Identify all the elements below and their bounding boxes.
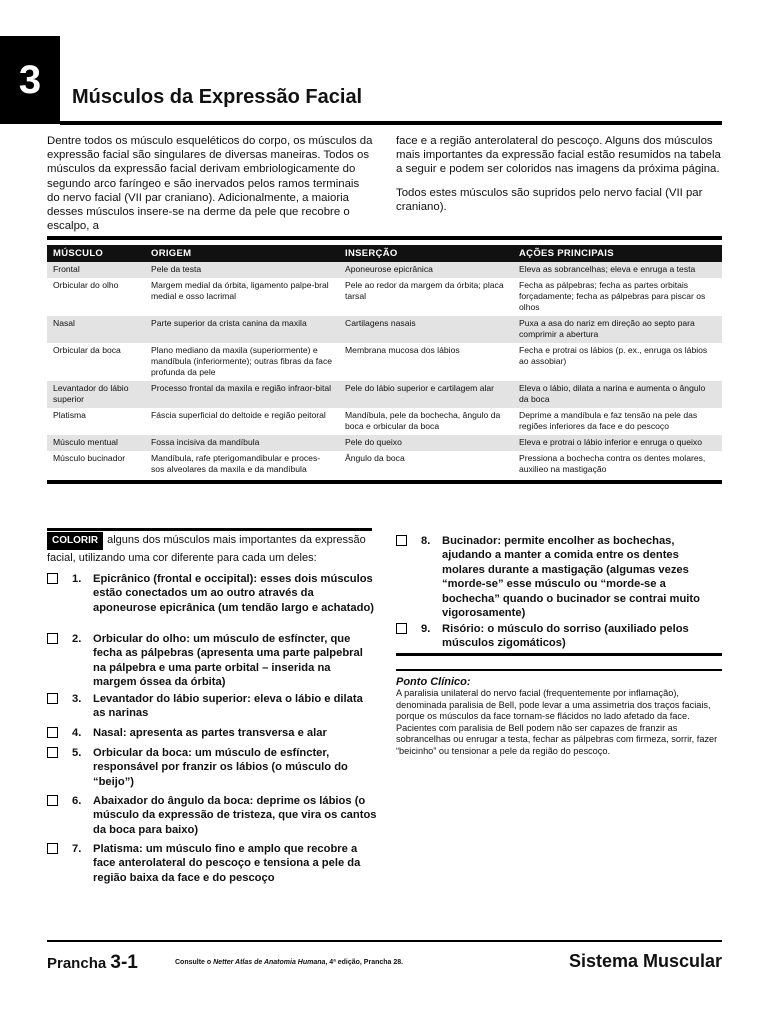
table-cell: Eleva e protrai o lábio inferior e enruga o queixo: [513, 435, 722, 451]
section-name: Sistema Muscular: [568, 951, 722, 971]
checkbox[interactable]: [396, 623, 407, 634]
checkbox[interactable]: [47, 795, 58, 806]
table-header-row: [47, 245, 722, 262]
page-title: Músculos da Expressão Facial: [72, 86, 363, 108]
table-cell: Fecha as pálpebras; fecha as partes orbitais forçadamente; fecha as pálpebras para piscar os olhos: [519, 280, 706, 312]
table-row: [47, 381, 722, 408]
plate-label-text: Prancha: [47, 955, 107, 972]
intro-column-2: [396, 134, 722, 223]
chapter-number: 3: [0, 36, 60, 124]
table-cell: Orbicular da boca: [53, 345, 121, 355]
item-text: Orbicular da boca: um músculo de esfíncter, responsável por franzir os lábios (o músculo do “beijo”): [93, 747, 348, 788]
table-cell: Plano mediano da maxila (superiormente) e mandíbula (inferiormente); outras fibras da face profunda da pele: [151, 345, 333, 377]
colorir-instructions: [47, 532, 377, 566]
item-number: 1.: [72, 573, 82, 585]
table-cell: Nasal: [47, 316, 145, 343]
table-cell: Platisma: [53, 410, 86, 420]
table-cell: Fossa incisiva da mandíbula: [145, 435, 339, 451]
item-text: Platisma: um músculo fino e amplo que recobre a face anterolateral do pescoço e tensiona a pele da região baixa da face e do pescoço: [93, 843, 361, 884]
table-cell: Orbicular do olho: [53, 280, 119, 290]
table-cell: Cartilagens nasais: [339, 316, 513, 343]
clinical-point-text: A paralisia unilateral do nervo facial (frequentemente por inflamação), denominada paralisia de Bell, pode levar a uma assimetria dos traços faciais, porque os músculos da face tornam-se flácidos no lado afetado da face. Pacientes com paralisia de Bell podem não ser capazes de franzir as sobrancelhas ou enrugar a testa, fechar as pálpebras com firmeza, sorrir, fazer “beicinho” ou tensionar a pele da região do pescoço.: [396, 688, 718, 756]
table-cell: Mandíbula, rafe pterigomandibular e proces-sos alveolares da maxila e da mandíbula: [151, 453, 321, 474]
table-cell: Eleva as sobrancelhas; eleva e enruga a testa: [513, 262, 722, 278]
muscle-table: [47, 245, 722, 478]
checkbox[interactable]: [47, 843, 58, 854]
checkbox[interactable]: [47, 747, 58, 758]
item-number: 6.: [72, 795, 82, 807]
intro-column-1: [47, 134, 373, 242]
item-text: Epicrânico (frontal e occipital): esses dois músculos estão conectados um ao outro através da aponeurose epicrânica (um tendão largo e achatado): [93, 573, 374, 614]
table-row: [47, 262, 722, 278]
item-number: 9.: [421, 623, 431, 635]
table-cell: Músculo mentual: [47, 435, 145, 451]
item-number: 4.: [72, 727, 82, 739]
table-cell: Frontal: [47, 262, 145, 278]
reference-prefix: Consulte o: [175, 959, 214, 966]
table-cell: Músculo bucinador: [53, 453, 126, 463]
table-cell: Margem medial da órbita, ligamento palpe-bral medial e osso lacrimal: [151, 280, 329, 301]
colorir-intro: alguns dos músculos mais importantes da expressão facial, utilizando uma cor diferente para cada um deles:: [47, 534, 366, 564]
item-number: 7.: [72, 843, 82, 855]
table-cell: Deprime a mandíbula e faz tensão na pele das regiões inferiores da face e do pescoço: [519, 410, 698, 431]
table-cell: Pressiona a bochecha contra os dentes molares, auxilieo na mastigação: [519, 453, 706, 474]
column-header: AÇÕES PRINCIPAIS: [513, 245, 722, 262]
checkbox[interactable]: [47, 633, 58, 644]
reference-title: Netter Atlas de Anatomia Humana: [213, 959, 326, 966]
table-cell: Membrana mucosa dos lábios: [345, 345, 460, 355]
item-number: 5.: [72, 747, 82, 759]
table-cell: Ângulo da boca: [345, 453, 405, 463]
colorir-divider: [47, 528, 372, 531]
table-bottom-rule: [47, 480, 722, 484]
checkbox[interactable]: [47, 573, 58, 584]
clinical-point-top-rule: [396, 653, 722, 656]
item-text: Orbicular do olho: um músculo de esfíncter, que fecha as pálpebras (apresenta uma parte palpebral na pálpebra e uma parte orbital – inserida na margem óssea da órbita): [93, 633, 363, 689]
footer-divider: [47, 940, 722, 942]
table-cell: Pele da testa: [145, 262, 339, 278]
clinical-point-title: Ponto Clínico:: [396, 676, 471, 688]
item-text: Abaixador do ângulo da boca: deprime os lábios (o músculo da expressão de tristeza, que vira os cantos da boca para baixo): [93, 795, 377, 836]
table-cell: Parte superior da crista canina da maxila: [145, 316, 339, 343]
checkbox[interactable]: [47, 727, 58, 738]
column-header: ORIGEM: [145, 245, 339, 262]
table-cell: Mandíbula, pele da bochecha, ângulo da boca e orbicular da boca: [345, 410, 501, 431]
intro-paragraph: Todos estes músculos são supridos pelo nervo facial (VII par craniano).: [396, 186, 703, 213]
table-cell: Fáscia superficial do deltoide e região peitoral: [151, 410, 326, 420]
intro-paragraph: face e a região anterolateral do pescoço. Alguns dos músculos mais importantes da expressão facial estão resumidos na tabela a seguir e podem ser coloridos nas imagens da próxima página.: [396, 135, 721, 176]
column-header: MÚSCULO: [47, 245, 145, 262]
checkbox[interactable]: [396, 535, 407, 546]
table-cell: Processo frontal da maxila e região infraor-bital: [145, 381, 339, 408]
table-row: [47, 435, 722, 451]
plate-number: 3-1: [110, 952, 138, 973]
title-divider: [60, 121, 722, 125]
table-cell: Levantador do lábio superior: [47, 381, 145, 408]
item-text: Levantador do lábio superior: eleva o lábio e dilata as narinas: [93, 693, 363, 720]
table-cell: Eleva o lábio, dilata a narina e aumenta o ângulo da boca: [513, 381, 722, 408]
colorir-badge: COLORIR: [47, 532, 103, 550]
item-number: 8.: [421, 535, 431, 547]
item-number: 2.: [72, 633, 82, 645]
table-cell: Puxa a asa do nariz em direção ao septo para comprimir a abertura: [513, 316, 722, 343]
table-cell: Pele ao redor da margem da órbita; placa tarsal: [345, 280, 504, 301]
table-cell: Aponeurose epicrânica: [339, 262, 513, 278]
table-row: [47, 343, 722, 381]
table-cell: Pele do lábio superior e cartilagem alar: [339, 381, 513, 408]
checkbox[interactable]: [47, 693, 58, 704]
clinical-point-rule: [396, 669, 722, 671]
intro-paragraph: Dentre todos os músculo esqueléticos do corpo, os músculos da expressão facial são singulares de diversas maneiras. Todos os músculos da expressão facial derivam embriologicamente do segundo arco faríngeo e são inervados pelos ramos terminais do nervo facial (VII par craniano). Adicionalmente, a maioria desses músculos insere-se na derme da pele que recobre o escalpo, a: [47, 135, 373, 233]
table-row: [47, 278, 722, 316]
item-text: Bucinador: permite encolher as bochechas, ajudando a manter a comida entre os dentes molares durante a mastigação (algumas vezes “morde-se” esse músculo ou “morde-se a bochecha” quando o bucinador se contrai muito vigorosamente): [442, 535, 700, 620]
item-text: Nasal: apresenta as partes transversa e alar: [93, 727, 327, 739]
reference-suffix: , 4ª edição, Prancha 28.: [325, 959, 404, 966]
table-row: [47, 316, 722, 343]
item-number: 3.: [72, 693, 82, 705]
table-cell: Fecha e protrai os lábios (p. ex., enruga os lábios ao assobiar): [519, 345, 708, 366]
table-top-rule: [47, 236, 722, 240]
plate-label: [47, 952, 138, 974]
table-row: [47, 451, 722, 478]
column-header: INSERÇÃO: [339, 245, 513, 262]
atlas-reference: [175, 959, 403, 966]
table-row: [47, 408, 722, 435]
table-cell: Pele do queixo: [339, 435, 513, 451]
item-text: Risório: o músculo do sorriso (auxiliado pelos músculos zigomáticos): [442, 623, 689, 650]
